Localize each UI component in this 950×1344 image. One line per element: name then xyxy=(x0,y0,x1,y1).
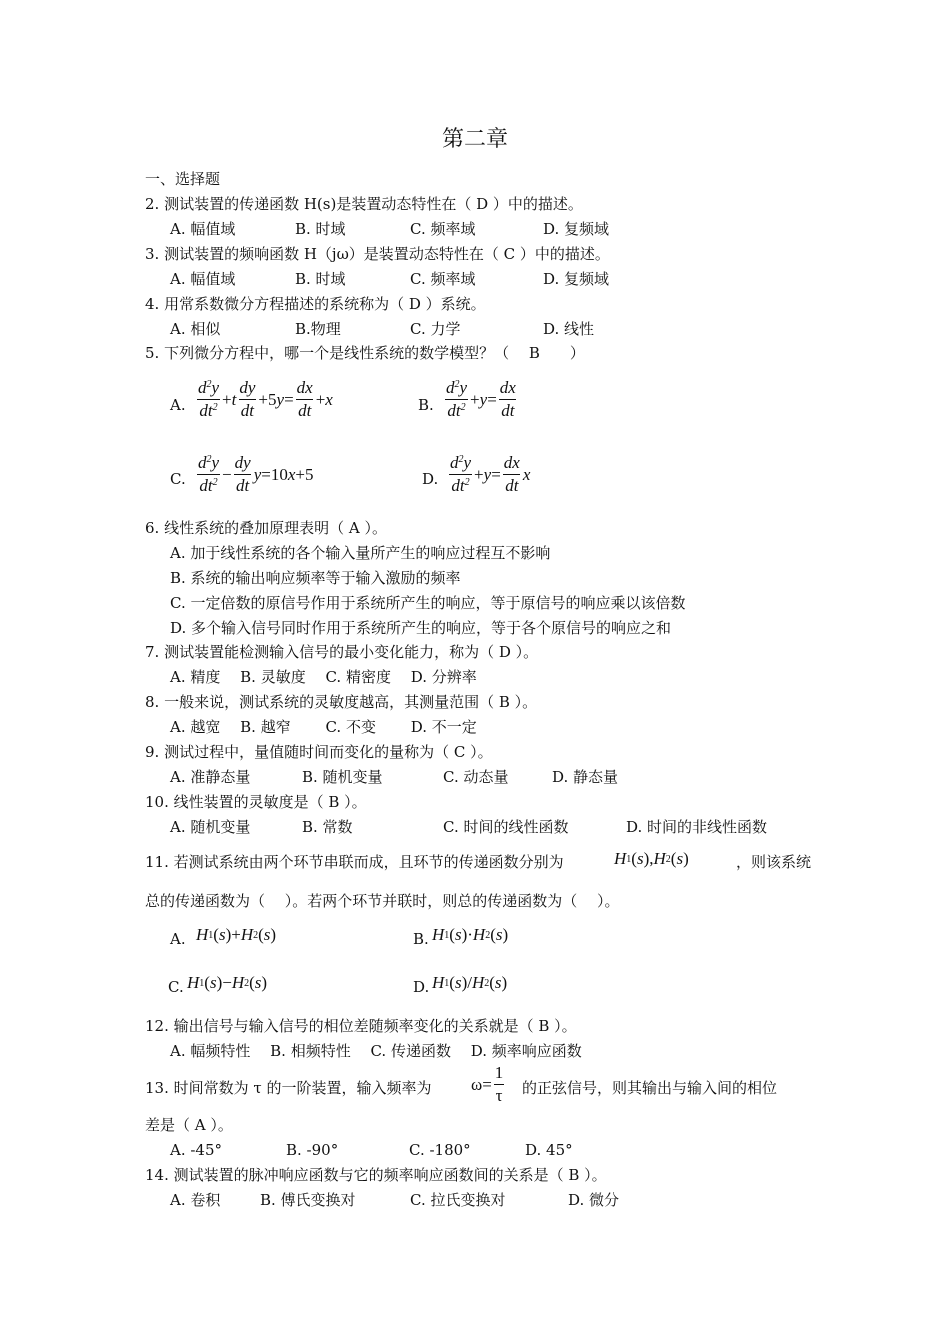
q14-option-b: B. 傅氏变换对 xyxy=(260,1191,356,1209)
q5-option-c-equation: $\frac{d^2y}{dt^2}$ − $\frac{dy}{dt}$ y =10 x +5 xyxy=(198,453,314,495)
question-7: 7. 测试装置能检测输入信号的最小变化能力，称为（ D ）。 xyxy=(145,643,539,661)
q2-option-b: B. 时域 xyxy=(295,220,346,238)
q6-option-c: C. 一定倍数的原信号作用于系统所产生的响应，等于原信号的响应乘以该倍数 xyxy=(170,594,686,612)
q14-option-a: A. 卷积 xyxy=(170,1191,221,1209)
q13-option-a: A. -45° xyxy=(170,1141,223,1159)
q11-option-c-label: C. xyxy=(168,978,184,996)
question-6: 6. 线性系统的叠加原理表明（ A ）。 xyxy=(145,519,387,537)
q5-option-d-equation: $\frac{d^2y}{dt^2}$ + y = $\frac{dx}{dt}$ x xyxy=(450,453,531,495)
q5-option-b-equation: $\frac{d^2y}{dt^2}$ + y = $\frac{dx}{dt}$ xyxy=(446,378,516,420)
q6-option-b: B. 系统的输出响应频率等于输入激励的频率 xyxy=(170,569,461,587)
q14-option-c: C. 拉氏变换对 xyxy=(410,1191,506,1209)
q3-option-a: A. 幅值域 xyxy=(170,270,236,288)
q11-option-b-expr: H 1 ( s )· H 2 ( s ) xyxy=(432,925,509,944)
question-12: 12. 输出信号与输入信号的相位差随频率变化的关系就是（ B ）。 xyxy=(145,1017,577,1035)
q6-option-d: D. 多个输入信号同时作用于系统所产生的响应，等于各个原信号的响应之和 xyxy=(170,619,672,637)
q3-option-c: C. 频率域 xyxy=(410,270,476,288)
question-9: 9. 测试过程中，量值随时间而变化的量称为（ C ）。 xyxy=(145,743,493,761)
question-11-line-1: 11. 若测试系统由两个环节串联而成，且环节的传递函数分别为 xyxy=(145,853,564,871)
question-4: 4. 用常系数微分方程描述的系统称为（ D ）系统。 xyxy=(145,295,486,313)
question-3: 3. 测试装置的频响函数 H（jω）是装置动态特性在（ C ）中的描述。 xyxy=(145,245,610,263)
q11-option-a-label: A. xyxy=(170,930,186,948)
q13-option-b: B. -90° xyxy=(286,1141,339,1159)
q6-option-a: A. 加于线性系统的各个输入量所产生的响应过程互不影响 xyxy=(170,544,551,562)
q12-options: A. 幅频特性 B. 相频特性 C. 传递函数 D. 频率响应函数 xyxy=(170,1042,582,1060)
question-13-line-1-end: 的正弦信号，则其输出与输入间的相位 xyxy=(522,1079,778,1097)
q14-option-d: D. 微分 xyxy=(568,1191,620,1209)
q9-option-b: B. 随机变量 xyxy=(302,768,383,786)
question-13-line-2: 差是（ A ）。 xyxy=(145,1116,233,1134)
q11-option-d-expr: H 1 ( s )/ H 2 ( s ) xyxy=(432,973,508,992)
q2-option-a: A. 幅值域 xyxy=(170,220,236,238)
q13-omega-equation: ω = $\frac{1}{\tau}$ xyxy=(471,1063,504,1105)
question-2: 2. 测试装置的传递函数 H(s)是装置动态特性在（ D ）中的描述。 xyxy=(145,195,583,213)
section-heading: 一、选择题 xyxy=(145,170,221,188)
question-10: 10. 线性装置的灵敏度是（ B ）。 xyxy=(145,793,367,811)
q10-option-d: D. 时间的非线性函数 xyxy=(626,818,768,836)
page-title: 第二章 xyxy=(441,127,508,152)
q3-option-d: D. 复频域 xyxy=(543,270,610,288)
q5-option-a-label: A. xyxy=(170,396,186,414)
q13-option-d: D. 45° xyxy=(525,1141,573,1159)
question-5: 5. 下列微分方程中，哪一个是线性系统的数学模型？（ B ） xyxy=(145,344,585,362)
q2-option-c: C. 频率域 xyxy=(410,220,476,238)
q11-option-d-label: D. xyxy=(413,978,430,996)
q10-option-a: A. 随机变量 xyxy=(170,818,251,836)
q10-option-c: C. 时间的线性函数 xyxy=(443,818,569,836)
q9-option-c: C. 动态量 xyxy=(443,768,509,786)
q11-option-a-expr: H 1 ( s )+ H 2 ( s ) xyxy=(196,925,277,944)
q5-option-d-label: D. xyxy=(422,470,439,488)
question-8: 8. 一般来说，测试系统的灵敏度越高，其测量范围（ B ）。 xyxy=(145,693,538,711)
q7-options: A. 精度 B. 灵敏度 C. 精密度 D. 分辨率 xyxy=(170,668,477,686)
q9-option-d: D. 静态量 xyxy=(552,768,619,786)
question-11-line-2: 总的传递函数为（ ）。若两个环节并联时，则总的传递函数为（ ）。 xyxy=(145,892,620,910)
q2-option-d: D. 复频域 xyxy=(543,220,610,238)
question-13-line-1: 13. 时间常数为 τ 的一阶装置，输入频率为 xyxy=(145,1079,432,1097)
q5-option-a-equation: $\frac{d^2y}{dt^2}$ + t $\frac{dy}{dt}$ +5 y = $\frac{dx}{dt}$ + x xyxy=(198,378,333,420)
question-11-line-1-end: ，则该系统 xyxy=(736,853,812,871)
q5-option-b-label: B. xyxy=(418,396,434,414)
q4-option-d: D. 线性 xyxy=(543,320,595,338)
q11-option-b-label: B. xyxy=(413,930,429,948)
q4-option-c: C. 力学 xyxy=(410,320,461,338)
q8-options: A. 越宽 B. 越窄 C. 不变 D. 不一定 xyxy=(170,718,477,736)
q4-option-a: A. 相似 xyxy=(170,320,221,338)
q4-option-b: B.物理 xyxy=(295,320,341,338)
question-14: 14. 测试装置的脉冲响应函数与它的频率响应函数间的关系是（ B ）。 xyxy=(145,1166,607,1184)
q13-option-c: C. -180° xyxy=(409,1141,471,1159)
q9-option-a: A. 准静态量 xyxy=(170,768,251,786)
q11-option-c-expr: H 1 ( s )− H 2 ( s ) xyxy=(187,973,268,992)
q5-option-c-label: C. xyxy=(170,470,186,488)
q11-transfer-functions: H 1 ( s ), H 2 ( s ) xyxy=(614,849,689,868)
q3-option-b: B. 时域 xyxy=(295,270,346,288)
q10-option-b: B. 常数 xyxy=(302,818,353,836)
